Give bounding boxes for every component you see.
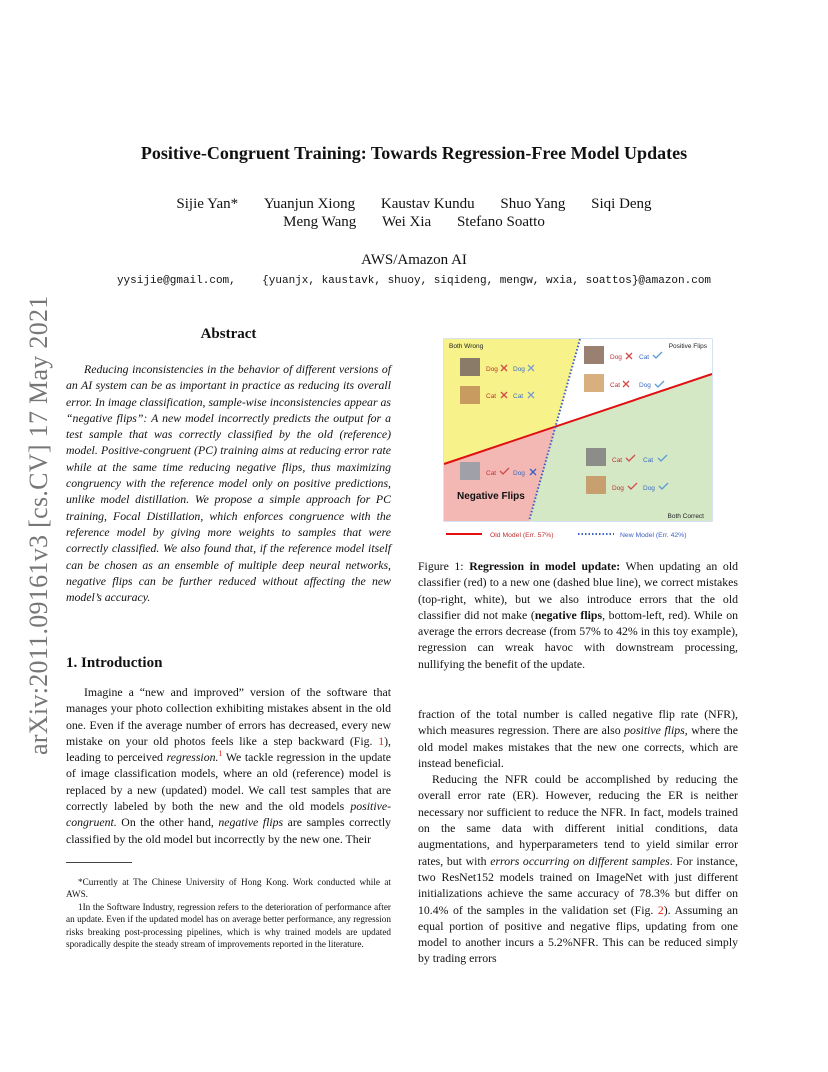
author: Wei Xia (381, 214, 432, 230)
abstract-heading: Abstract (200, 326, 257, 342)
paragraph (418, 706, 738, 771)
old-prediction: Dog (612, 485, 624, 492)
footnote-affiliation: *Currently at The Chinese University of Hong Kong. Work conducted while at AWS. (66, 877, 391, 900)
text-run: , where the old model makes mistakes that the new one corrects, which are instead beneficial. (418, 723, 739, 770)
figure-reference-link[interactable]: 1 (378, 733, 385, 748)
old-prediction: Cat (612, 457, 623, 464)
text-run: positive flips (624, 723, 685, 738)
text-run: , bottom-left, red). While on average the errors decrease (from 57% to 42% in this toy example), regression can wreak havoc with downstream processing, nullifying the benefit of the update. (418, 607, 738, 671)
footnote-marker-link[interactable]: 1 (218, 749, 223, 759)
text-run: On the other hand, (116, 815, 219, 830)
authors-line-2 (60, 214, 768, 231)
author: Shuo Yang (500, 196, 566, 212)
old-prediction: Dog (486, 366, 498, 373)
new-prediction: Dog (513, 470, 525, 477)
author: Siqi Deng (591, 196, 652, 212)
author: Sijie Yan* (176, 196, 239, 212)
footnote-1: 1In the Software Industry, regression refers to the deterioration of performance after an update. Even if the updated model has on average better performance, any regression risks breaking post-processing pipelines, which is why trained models are updated sporadically despite the steady stream of improvements reported in the literature. (66, 902, 391, 950)
footnote-divider (66, 862, 132, 863)
caption-bold: negative flips (534, 607, 603, 622)
figure-1-caption (418, 558, 738, 672)
text-run: regression. (166, 750, 219, 765)
caption-bold: Regression in model update: (469, 559, 621, 573)
legend-new-model: New Model (Err. 42%) (620, 532, 687, 539)
author-emails: yysijie@gmail.com, {yuanjx, kaustavk, shuoy, siqideng, mengw, wxia, soattos}@amazon.com (116, 275, 712, 287)
text-run: ), leading to perceived (66, 733, 391, 765)
author: Meng Wang (283, 214, 357, 230)
column-2-text (418, 706, 738, 967)
label-negative-flips: Negative Flips (457, 491, 525, 502)
dog-photo (460, 386, 480, 404)
legend-old-model: Old Model (Err. 57%) (490, 532, 554, 539)
section-heading-introduction: 1. Introduction (66, 655, 163, 671)
caption-label: Figure 1: (418, 559, 470, 573)
cat-photo (460, 462, 480, 480)
text-run: Reducing the NFR could be accomplished by reducing the overall error rate (ER). However, reducing the ER is neither necessary nor sufficient to reduce the NFR. In fact, models trained on the same data with different initial conditions, data augmentations, and hyperparameters tend to yield similar error rates, but with (418, 772, 738, 868)
new-prediction: Cat (643, 457, 654, 464)
text-run: We tackle regression in the update of image classification models, where an old (reference) model is replaced by a new (updated) model. We call test samples that are correctly labeled by both the new and the old models (66, 750, 392, 814)
old-prediction: Dog (610, 354, 622, 361)
text-run: Imagine a “new and improved” version of the software that manages your photo collection exhibiting mistakes absent in the old one. Even if the average number of errors has decreased, every new mistake on your old photos feels like a step backward (Fig. (66, 685, 391, 748)
introduction-paragraph (66, 684, 391, 847)
figure-reference-link[interactable]: 2 (657, 902, 664, 917)
new-prediction: Dog (513, 366, 525, 373)
new-prediction: Cat (513, 393, 524, 400)
author: Yuanjun Xiong (263, 196, 356, 212)
new-prediction: Dog (639, 382, 651, 389)
text-run: fraction of the total number is called negative flip rate (NFR), which measures regression. There are also (418, 707, 738, 738)
author: Kaustav Kundu (380, 196, 475, 212)
old-prediction: Cat (610, 382, 621, 389)
label-both-correct: Both Correct (667, 513, 704, 520)
text-run: ). Assuming an equal portion of positive and negative flips, updating from one model to another incurs a 5.2%NFR. This can be reduced simply by trading errors (418, 902, 738, 966)
arxiv-identifier: arXiv:2011.09161v3 [cs.CV] 17 May 2021 (24, 295, 53, 755)
authors-line-1 (60, 196, 768, 213)
cat-photo (586, 448, 606, 466)
figure-1-diagram (438, 336, 718, 546)
old-prediction: Cat (486, 470, 497, 477)
abstract-text: Reducing inconsistencies in the behavior of different versions of an AI system can be as important in practice as reducing its overall error. In image classification, sample-wise inconsistencies appear as “negative flips”: A new model incorrectly predicts the output for a test sample that was correctly classified by the old (reference) model. Positive-congruent (PC) training aims at reducing error rate while at the same time reducing negative flips, thus maximizing congruency with the reference model only on positive predictions, unlike model distillation. We propose a simple approach for PC training, Focal Distillation, which enforces congruence with the reference model by giving more weights to samples that were correctly classified. We also found that, if the reference model itself can be chosen as an ensemble of multiple deep neural networks, negative flips can be further reduced without affecting the new model’s accuracy. (66, 362, 391, 605)
text-run: negative flips (218, 815, 284, 830)
dog-photo (584, 346, 604, 364)
text-run: When updating an old classifier (red) to a new one (dashed blue line), we correct mistakes (top-right, white), but we also introduce errors that the old classifier did not make ( (418, 559, 738, 622)
dog-photo (584, 374, 604, 392)
cat-photo (460, 358, 480, 376)
author: Stefano Soatto (456, 214, 545, 230)
text-run: . For instance, two ResNet152 models trained on ImageNet with just different initializations achieve the same accuracy of 78.3% but differ on 10.4% of the samples in the validation set (Fig. (418, 853, 738, 917)
text-run: positive-congruent. (66, 799, 391, 830)
text-run: are samples correctly classified by the old model but incorrectly by the new one. Their (66, 815, 391, 846)
old-prediction: Cat (486, 393, 497, 400)
text-run: errors occurring on different samples (490, 853, 670, 868)
label-both-wrong: Both Wrong (449, 343, 484, 350)
new-prediction: Dog (643, 485, 655, 492)
new-prediction: Cat (639, 354, 650, 361)
paragraph (418, 771, 738, 967)
affiliation: AWS/Amazon AI (361, 252, 467, 268)
label-positive-flips: Positive Flips (668, 343, 707, 350)
dog-photo (586, 476, 606, 494)
paper-title: Positive-Congruent Training: Towards Regression-Free Model Updates (140, 143, 688, 163)
